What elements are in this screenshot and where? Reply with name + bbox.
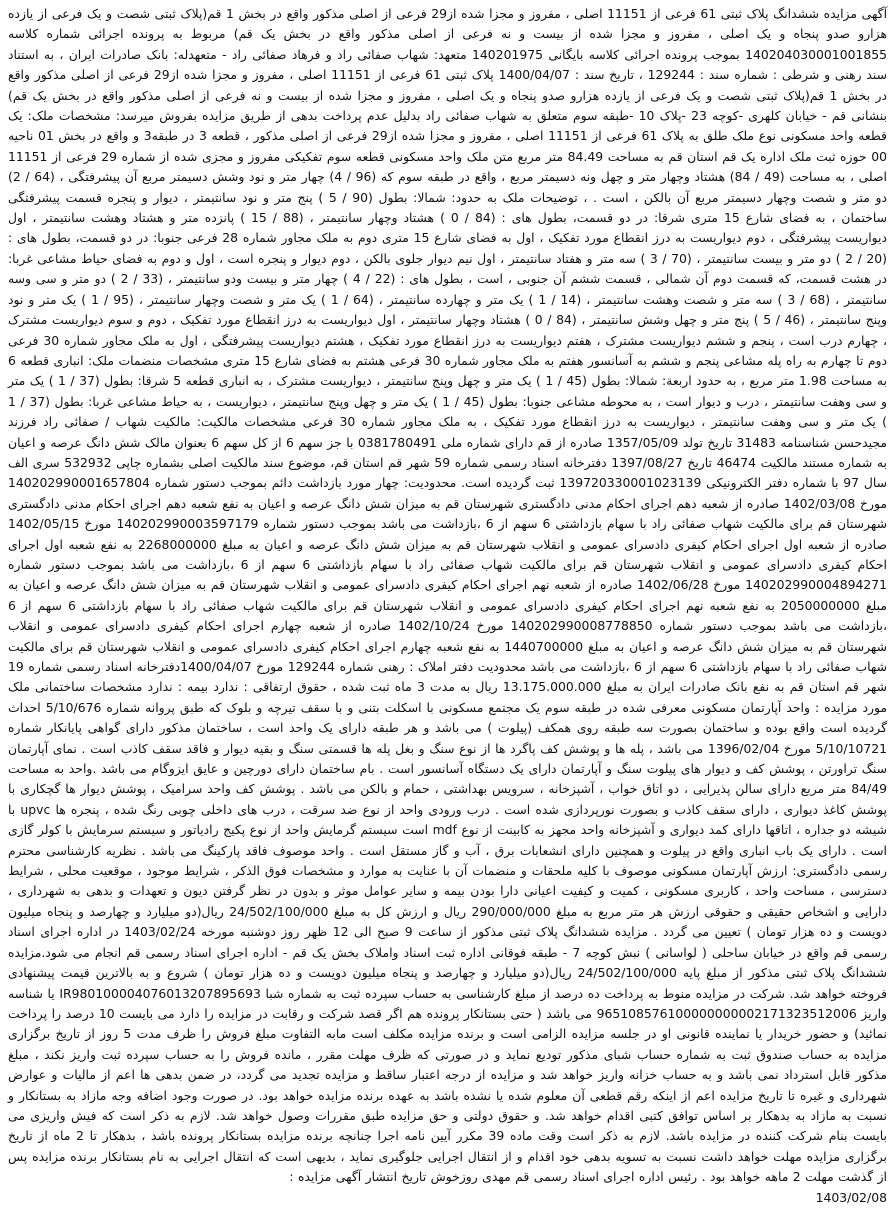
auction-notice: [8, 4, 888, 1205]
notice-body-text: آگهی مزایده ششدانگ پلاک ثبتی 61 فرعی از 11151 اصلی ، مفروز و مجزا شده از29 فرعی از اصلی مذکور واقع در بخش 1 قم(پلاک ثبتی شصت و یک فرعی از یازده هزارو صدو پنجاه و یک اصلی ، مفروز و مجزا شده از بیست و نه فرعی از اصلی مذکور واقع در بخش یک قم) مربوط به پرونده اجرائی شماره کلاسه 140204030001001855 بموجب پرونده اجرائی کلاسه بایگانی 140201975 متعهد: شهاب صفائی راد و فرهاد صفائی راد - متعهدله: بانک صادرات ایران ، به استناد سند رهنی و شرطی : شماره سند : 129244 ، تاریخ سند : 1400/04/07 پلاک ثبتی 61 فرعی از 11151 اصلی ، مفروز و مجزا شده از29 فرعی از اصلی مذکور واقع در بخش 1 قم(پلاک ثبتی شصت و یک فرعی از یازده هزارو صدو پنجاه و یک اصلی ، مفروز و مجزا شده از بیست و نه فرعی از اصلی مذکور واقع در بخش یک قم) بنشانی قم - خیابان کلهری -کوچه 23 -پلاک 10 -طبقه سوم متعلق به شهاب صفائی راد بدلیل عدم پرداخت بدهی از طریق مزایده بفروش میرسد: مشخصات ملک: یک قطعه واحد مسکونی نوع ملک طلق به پلاک 61 فرعی از 11151 اصلی ، مفروز و مجزا شده از29 فرعی از اصلی مذکور ، قطعه 3 در طبقه3 و واقع در بخش 01 ناحیه 00 حوزه ثبت ملک اداره یک قم استان قم به مساحت 84.49 متر مربع متن ملک واحد مسکونی قطعه سوم تفکیکی مفروز و مجزی شده از شماره 29 فرعی از 11151 اصلی ، به مساحت (49 / 84) هشتاد وچهار متر و چهل ونه دسیمتر مربع ، واقع در طبقه سوم که (96 / 4) چهار متر و نود وشش دسیمتر مربع آن پیشرفتگی ، (64 / 2) دو متر و شصت وچهار دسیمتر مربع آن بالکن ، است . ، توضیحات ملک به حدود: شمالا: بطول (90 / 5 ) پنج متر و نود سانتیمتر ، دیوار و پنجره قسمت پیشرفتگی ساختمان ، به فضای شارع 15 متری شرقا: در دو قسمت، بطول های : (84 / 0 ) هشتاد وچهار سانتیمتر ، (88 / 15 ) پانزده متر و هشتاد وهشت سانتیمتر ، اول دیواریست پیشرفتگی ، دوم دیواریست به درز انقطاع مورد تفکیک ، اول به فضای شارع 15 متری دوم به ملک مجاور شماره 28 فرعی جنوبا: در دو قسمت، بطول های : (20 / 2 ) دو متر و بیست سانتیمتر ، (70 / 3 ) سه متر و هفتاد سانتیمتر ، اول نیم دیوار جلوی بالکن ، دوم دیوار و پنجره است ، اول و دوم به فضای حیاط مشاعی غربا: در هشت قسمت، که قسمت دوم آن شمالی ، قسمت ششم آن جنوبی ، است ، بطول های : (22 / 4 ) چهار متر و بیست ودو سانتیمتر ، (33 / 2 ) دو متر و سی وسه سانتیمتر ، (68 / 3 ) سه متر و شصت وهشت سانتیمتر ، (14 / 1 ) یک متر و چهارده سانتیمتر ، (64 / 1 ) یک متر و شصت وچهار سانتیمتر ، (95 / 1 ) یک متر و نود وپنج سانتیمتر ، (46 / 5 ) پنج متر و چهل وشش سانتیمتر ، (84 / 0 ) هشتاد وچهار سانتیمتر ، اول دیواریست به درز انقطاع مورد تفکیک ، دوم و سوم دیواریست مشترک ، چهارم درب است ، پنجم و ششم دیواریست مشترک ، هفتم دیواریست به درز انقطاع مورد تفکیک ، هشتم دیواریست پیشرفتگی ، اول به ملک مجاور شماره 30 فرعی دوم تا چهارم به راه پله مشاعی پنجم و ششم به آسانسور هفتم به ملک مجاور شماره 30 فرعی هشتم به فضای شارع 15 متری مشخصات منضمات ملک: انباری قطعه 6 به مساحت 1.98 متر مربع ، به حدود اربعة: شمالا: بطول (45 / 1 ) یک متر و چهل وپنج سانتیمتر ، دیواریست مشترک ، به انباری قطعه 5 شرقا: بطول (37 / 1 ) یک متر و سی وهفت سانتیمتر ، درب و دیوار است ، به محوطه مشاعی جنوبا: بطول (45 / 1 ) یک متر و چهل وپنج سانتیمتر ، دیواریست ، به حیاط مشاعی غربا: بطول (37 / 1 ) یک متر و سی وهفت سانتیمتر ، دیواریست به درز انقطاع مورد تفکیک ، به ملک مجاور شماره 30 فرعی مشخصات مالکیت: مالکیت شهاب / صفائی راد فرزند مجیدحسن شناسنامه 31483 تاریخ تولد 1357/05/09 صادره از قم دارای شماره ملی 0381780491 با جز سهم 6 از کل سهم 6 بعنوان مالک شش دانگ عرصه و اعیان به شماره مستند مالکیت 46474 تاریخ 1397/08/27 دفترخانه اسناد رسمی شماره 59 شهر قم استان قم، موضوع سند مالکیت اصلی بشماره چاپی 532932 سری الف سال 97 با شماره دفتر الکترونیکی 139720330001023139 ثبت گردیده است. محدودیت: چهار مورد بازداشت دائم بموجب دستور شماره 140202990001657804 مورخ 1402/03/08 صادره از شعبه دهم اجرای احکام مدنی دادگستری شهرستان قم به میزان شش دانگ عرصه و اعیان به نفع شعبه دهم اجرای احکام مدنی دادگستری شهرستان قم برای مالکیت شهاب صفائی راد با سهام بازداشتی 6 سهم از 6 ،بازداشت می باشد بموجب دستور شماره 140202990003597179 مورخ 1402/05/15 صادره از شعبه اول اجرای احکام کیفری دادسرای عمومی و انقلاب شهرستان قم به میزان شش دانگ عرصه و اعیان به مبلغ 2268000000 به نفع شعبه اول اجرای احکام کیفری دادسرای عمومی و انقلاب شهرستان قم برای مالکیت شهاب صفائی راد با سهام بازداشتی 6 سهم از 6 ،بازداشت می باشد بموجب دستور شماره 140202990004894271 مورخ 1402/06/28 صادره از شعبه نهم اجرای احکام کیفری دادسرای عمومی و انقلاب شهرستان قم به میزان شش دانگ عرصه و اعیان به مبلغ 2050000000 به نفع شعبه نهم اجرای احکام کیفری دادسرای عمومی و انقلاب شهرستان قم برای مالکیت شهاب صفائی راد با سهام بازداشتی 6 سهم از 6 ،بازداشت می باشد بموجب دستور شماره 140202990008778850 مورخ 1402/10/24 صادره از شعبه چهارم اجرای احکام کیفری دادسرای عمومی و انقلاب شهرستان قم به میزان شش دانگ عرصه و اعیان به مبلغ 1440700000 به نفع شعبه چهارم اجرای احکام کیفری دادسرای عمومی و انقلاب شهرستان قم برای مالکیت شهاب صفائی راد با سهام بازداشتی 6 سهم از 6 ،بازداشت می باشد محدودیت دفتر املاک : رهنی شماره 129244 مورخ 1400/04/07دفترخانه اسناد رسمی شماره 19 شهر قم استان قم به نفع بانک صادرات ایران به مبلغ 13.175.000.000 ریال به مدت 3 ماه ثبت شده ، حقوق ارتفاقی : ندارد بیمه : ندارد مشخصات ساختمانی ملک مورد مزایده : واحد آپارتمان مسکونی معرفی شده در طبقه سوم یک مجتمع مسکونی با اسکلت بتنی و با سقف تیرچه و بلوک که طبق پروانه شماره 5/10/676 احداث گردیده است واقع بوده و ساختمان بصورت سه طبقه روی همکف (پیلوت ) می باشد و هر طبقه دارای یک واحد است ، ساختمان مذکور دارای گواهی پایانکار شماره 5/10/10721 مورخ 1396/02/04 می باشد ، پله ها و پوشش کف پاگرد ها از نوع سنگ و بغل پله ها قسمتی سنگ و بقیه دیوار و فاقد سقف کاذب است . نمای آپارتمان سنگ تراورتن ، پوشش کف و دیوار های پیلوت سنگ و آپارتمان دارای یک دستگاه آسانسور است . بام ساختمان دارای دورچین و عایق ایزوگام می باشد .واحد به مساحت 84/49 متر مربع دارای سالن پذیرایی ، دو اتاق خواب ، آشپزخانه ، سرویس بهداشتی ، حمام و بالکن می باشد . پوشش کف واحد سرامیک ، پوشش دیوار ها گچکاری با پوشش کاغذ دیواری ، دارای سقف کاذب و بصورت نورپردازی شده است . درب ورودی واحد از نوع ضد سرقت ، درب های داخلی چوبی رنگ شده ، پنجره ها upvc با شیشه دو جداره ، اتاقها دارای کمد دیواری و آشپزخانه واحد مجهز به کابینت از نوع mdf است سیستم گرمایش واحد از نوع پکیج رادیاتور و سیستم سرمایش با کولر گازی است . دارای یک باب انباری واقع در پیلوت و همچنین دارای انشعابات برق ، آب و گاز مستقل است . واحد موصوف فاقد پارکینگ می باشد . نظریه کارشناسی محترم رسمی دادگستری: ارزش آپارتمان مسکونی موصوف با کلیه ملحقات و منضمات آن با عنایت به موارد و مشخصات فوق الذکر ، شرایط موجود ، موقعیت محلی ، شرایط دسترسی ، مساحت واحد ، کاربری مسکونی ، کمیت و کیفیت اعیانی دارا بودن بیمه و سایر عوامل موثر و بدون در نظر گرفتن دیون و تعهدات و بدهی به شهرداری ، دارایی و اشخاص حقیقی و حقوقی ارزش هر متر مربع به مبلغ 290/000/000 ریال و ارزش کل به مبلغ 24/502/100/000 ریال(دو میلیارد و چهارصد و پنجاه میلیون دویست و ده هزار تومان ) تعیین می گردد . مزایده ششدانگ پلاک ثبتی مذکور از ساعت 9 صبح الی 12 ظهر روز دوشنبه مورخه 1403/02/24 در اداره اجرای اسناد رسمی قم واقع در خیابان ساحلی ( لواسانی ) نبش کوچه 7 - طبقه فوقانی اداره ثبت اسناد واملاک بخش یک قم - اداره اجرای اسناد رسمی قم انجام می شود.مزایده ششدانگ پلاک ثبتی مذکور از مبلغ پایه 24/502/100/000 ریال(دو میلیارد و چهارصد و پنجاه میلیون دویست و ده هزار تومان ) شروع و به بالاترین قیمت پیشنهادی فروخته خواهد شد. شرکت در مزایده منوط به پرداخت ده درصد از مبلغ کارشناسی به حساب سپرده ثبت به شماره شبا IR980100004076013207895693 یا شناسه واریز 965108576100000000002171323512006 می باشد ( حتی بستانکار پرونده هم اگر قصد شرکت و رقابت در مزایده را دارد می بایست 10 درصد را پرداخت نمائید) و حضور خریدار یا نماینده قانونی او در جلسه مزایده الزامی است و برنده مزایده مکلف است مابه التفاوت مبلغ فروش را ظرف مدت 5 روز از تاریخ برگزاری مزایده به حساب صندوق ثبت به شماره حساب شبای مذکور تودیع نماید و در صورتی که ظرف مهلت مقرر ، مانده فروش را به حساب سپرده ثبت واریز نکند ، مبلغ مذکور قابل استرداد نمی باشد و به حساب خزانه واریز خواهد شد و مزایده از درجه اعتبار ساقط و مزایده تجدید می گردد، در ضمن بدهی ها اعم از مالیات و عوارض شهرداری و غیره تا تاریخ مزایده اعم از اینکه رقم قطعی آن معلوم شده یا نشده باشد به عهده برنده مزایده خواهد بود. در صورت وجود اضافه وجه مازاد به بستانکار و نسبت به مازاد به بدهکار بر اساس توافق کتبی اقدام خواهد شد. و حقوق دولتی و حق مزایده طبق مقررات وصول خواهد شد. لازم به ذکر است که فیش واریزی می بایست بنام شرکت کننده در مزایده باشد. لازم به ذکر است وقت ماده 39 مکرر آیین نامه اجرا چنانچه برنده مزایده بستانکار پرونده باشد ، بدهکار تا 2 ماه از تاریخ برگزاری مزایده مهلت خواهد داشت نسبت به تسویه بدهی خود اقدام و از انتقال اجرایی جلوگیری نماید ، بدیهی است که انتقال اجرایی به نام بستانکار برنده مزایده پس از گذشت مهلت 2 ماهه خواهد بود . رئیس اداره اجرای اسناد رسمی قم مهدی روزخوش تاریخ انتشار آگهی مزایده :: [8, 6, 888, 1185]
publication-date: 1403/02/08: [815, 1189, 887, 1205]
